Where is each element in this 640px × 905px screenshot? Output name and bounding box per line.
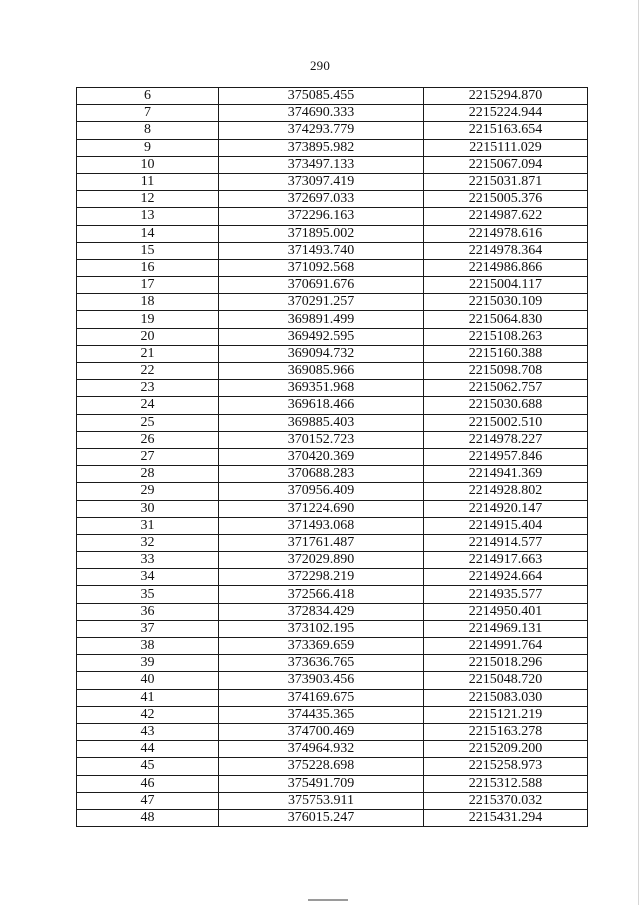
x-coordinate-cell: 371493.068 <box>219 517 424 534</box>
y-coordinate-cell: 2214915.404 <box>424 517 588 534</box>
table-row <box>77 534 588 551</box>
table-row <box>77 466 588 483</box>
table-row <box>77 448 588 465</box>
scan-edge-line <box>638 0 639 905</box>
y-coordinate-cell: 2215004.117 <box>424 277 588 294</box>
table-row <box>77 569 588 586</box>
y-coordinate-cell: 2215067.094 <box>424 156 588 173</box>
x-coordinate-cell: 375753.911 <box>219 792 424 809</box>
x-coordinate-cell: 371493.740 <box>219 242 424 259</box>
point-number-cell: 11 <box>77 173 219 190</box>
point-number-cell: 37 <box>77 620 219 637</box>
point-number-cell: 35 <box>77 586 219 603</box>
point-number-cell: 16 <box>77 259 219 276</box>
point-number-cell: 19 <box>77 311 219 328</box>
x-coordinate-cell: 371895.002 <box>219 225 424 242</box>
point-number-cell: 23 <box>77 380 219 397</box>
table-row <box>77 328 588 345</box>
y-coordinate-cell: 2215064.830 <box>424 311 588 328</box>
point-number-cell: 34 <box>77 569 219 586</box>
table-row <box>77 723 588 740</box>
x-coordinate-cell: 370691.676 <box>219 277 424 294</box>
point-number-cell: 8 <box>77 122 219 139</box>
table-row <box>77 397 588 414</box>
point-number-cell: 32 <box>77 534 219 551</box>
coordinates-table <box>76 87 588 827</box>
x-coordinate-cell: 374964.932 <box>219 741 424 758</box>
point-number-cell: 18 <box>77 294 219 311</box>
y-coordinate-cell: 2214950.401 <box>424 603 588 620</box>
x-coordinate-cell: 372029.890 <box>219 552 424 569</box>
x-coordinate-cell: 374293.779 <box>219 122 424 139</box>
point-number-cell: 48 <box>77 809 219 826</box>
x-coordinate-cell: 370688.283 <box>219 466 424 483</box>
y-coordinate-cell: 2214978.364 <box>424 242 588 259</box>
y-coordinate-cell: 2214991.764 <box>424 638 588 655</box>
table-row <box>77 105 588 122</box>
table-row <box>77 277 588 294</box>
y-coordinate-cell: 2214987.622 <box>424 208 588 225</box>
x-coordinate-cell: 373903.456 <box>219 672 424 689</box>
point-number-cell: 44 <box>77 741 219 758</box>
y-coordinate-cell: 2214914.577 <box>424 534 588 551</box>
y-coordinate-cell: 2215163.654 <box>424 122 588 139</box>
y-coordinate-cell: 2215294.870 <box>424 88 588 105</box>
y-coordinate-cell: 2214986.866 <box>424 259 588 276</box>
y-coordinate-cell: 2214969.131 <box>424 620 588 637</box>
table-row <box>77 122 588 139</box>
table-row <box>77 706 588 723</box>
x-coordinate-cell: 369891.499 <box>219 311 424 328</box>
point-number-cell: 10 <box>77 156 219 173</box>
scan-bottom-mark <box>308 899 348 901</box>
point-number-cell: 26 <box>77 431 219 448</box>
y-coordinate-cell: 2215160.388 <box>424 345 588 362</box>
table-row <box>77 431 588 448</box>
x-coordinate-cell: 373636.765 <box>219 655 424 672</box>
y-coordinate-cell: 2215209.200 <box>424 741 588 758</box>
y-coordinate-cell: 2214917.663 <box>424 552 588 569</box>
x-coordinate-cell: 372834.429 <box>219 603 424 620</box>
point-number-cell: 30 <box>77 500 219 517</box>
x-coordinate-cell: 369618.466 <box>219 397 424 414</box>
table-row <box>77 156 588 173</box>
point-number-cell: 40 <box>77 672 219 689</box>
y-coordinate-cell: 2215018.296 <box>424 655 588 672</box>
table-row <box>77 242 588 259</box>
y-coordinate-cell: 2215224.944 <box>424 105 588 122</box>
point-number-cell: 27 <box>77 448 219 465</box>
point-number-cell: 29 <box>77 483 219 500</box>
coordinates-table-body <box>77 88 588 827</box>
x-coordinate-cell: 372298.219 <box>219 569 424 586</box>
table-row <box>77 517 588 534</box>
y-coordinate-cell: 2215098.708 <box>424 363 588 380</box>
point-number-cell: 24 <box>77 397 219 414</box>
y-coordinate-cell: 2214941.369 <box>424 466 588 483</box>
point-number-cell: 17 <box>77 277 219 294</box>
y-coordinate-cell: 2215048.720 <box>424 672 588 689</box>
y-coordinate-cell: 2215431.294 <box>424 809 588 826</box>
y-coordinate-cell: 2215002.510 <box>424 414 588 431</box>
x-coordinate-cell: 373497.133 <box>219 156 424 173</box>
table-row <box>77 380 588 397</box>
x-coordinate-cell: 370420.369 <box>219 448 424 465</box>
table-row <box>77 173 588 190</box>
table-row <box>77 552 588 569</box>
x-coordinate-cell: 375228.698 <box>219 758 424 775</box>
y-coordinate-cell: 2215312.588 <box>424 775 588 792</box>
table-row <box>77 500 588 517</box>
table-row <box>77 586 588 603</box>
point-number-cell: 28 <box>77 466 219 483</box>
y-coordinate-cell: 2215005.376 <box>424 191 588 208</box>
point-number-cell: 42 <box>77 706 219 723</box>
table-row <box>77 741 588 758</box>
point-number-cell: 21 <box>77 345 219 362</box>
y-coordinate-cell: 2214928.802 <box>424 483 588 500</box>
y-coordinate-cell: 2215258.973 <box>424 758 588 775</box>
point-number-cell: 13 <box>77 208 219 225</box>
x-coordinate-cell: 375085.455 <box>219 88 424 105</box>
table-row <box>77 294 588 311</box>
table-row <box>77 792 588 809</box>
point-number-cell: 46 <box>77 775 219 792</box>
table-row <box>77 88 588 105</box>
x-coordinate-cell: 369492.595 <box>219 328 424 345</box>
table-row <box>77 689 588 706</box>
x-coordinate-cell: 369094.732 <box>219 345 424 362</box>
table-row <box>77 225 588 242</box>
point-number-cell: 25 <box>77 414 219 431</box>
y-coordinate-cell: 2215062.757 <box>424 380 588 397</box>
table-row <box>77 414 588 431</box>
x-coordinate-cell: 370152.723 <box>219 431 424 448</box>
x-coordinate-cell: 370291.257 <box>219 294 424 311</box>
table-row <box>77 775 588 792</box>
x-coordinate-cell: 374169.675 <box>219 689 424 706</box>
table-row <box>77 758 588 775</box>
x-coordinate-cell: 371224.690 <box>219 500 424 517</box>
table-row <box>77 620 588 637</box>
y-coordinate-cell: 2215030.688 <box>424 397 588 414</box>
x-coordinate-cell: 371761.487 <box>219 534 424 551</box>
point-number-cell: 14 <box>77 225 219 242</box>
point-number-cell: 15 <box>77 242 219 259</box>
point-number-cell: 20 <box>77 328 219 345</box>
y-coordinate-cell: 2214978.616 <box>424 225 588 242</box>
x-coordinate-cell: 374700.469 <box>219 723 424 740</box>
y-coordinate-cell: 2215083.030 <box>424 689 588 706</box>
point-number-cell: 33 <box>77 552 219 569</box>
point-number-cell: 47 <box>77 792 219 809</box>
point-number-cell: 39 <box>77 655 219 672</box>
table-row <box>77 191 588 208</box>
x-coordinate-cell: 374690.333 <box>219 105 424 122</box>
x-coordinate-cell: 372697.033 <box>219 191 424 208</box>
y-coordinate-cell: 2214920.147 <box>424 500 588 517</box>
y-coordinate-cell: 2215111.029 <box>424 139 588 156</box>
table-row <box>77 259 588 276</box>
point-number-cell: 41 <box>77 689 219 706</box>
x-coordinate-cell: 373097.419 <box>219 173 424 190</box>
point-number-cell: 38 <box>77 638 219 655</box>
x-coordinate-cell: 370956.409 <box>219 483 424 500</box>
y-coordinate-cell: 2215163.278 <box>424 723 588 740</box>
table-row <box>77 311 588 328</box>
page-number: 290 <box>309 58 331 73</box>
y-coordinate-cell: 2214935.577 <box>424 586 588 603</box>
x-coordinate-cell: 369085.966 <box>219 363 424 380</box>
y-coordinate-cell: 2215121.219 <box>424 706 588 723</box>
table-row <box>77 809 588 826</box>
table-row <box>77 655 588 672</box>
y-coordinate-cell: 2215030.109 <box>424 294 588 311</box>
table-row <box>77 139 588 156</box>
table-row <box>77 208 588 225</box>
y-coordinate-cell: 2215108.263 <box>424 328 588 345</box>
x-coordinate-cell: 375491.709 <box>219 775 424 792</box>
table-row <box>77 603 588 620</box>
point-number-cell: 22 <box>77 363 219 380</box>
point-number-cell: 7 <box>77 105 219 122</box>
point-number-cell: 9 <box>77 139 219 156</box>
x-coordinate-cell: 373369.659 <box>219 638 424 655</box>
y-coordinate-cell: 2214924.664 <box>424 569 588 586</box>
x-coordinate-cell: 372296.163 <box>219 208 424 225</box>
point-number-cell: 36 <box>77 603 219 620</box>
point-number-cell: 31 <box>77 517 219 534</box>
x-coordinate-cell: 369885.403 <box>219 414 424 431</box>
x-coordinate-cell: 374435.365 <box>219 706 424 723</box>
table-row <box>77 638 588 655</box>
point-number-cell: 6 <box>77 88 219 105</box>
x-coordinate-cell: 373102.195 <box>219 620 424 637</box>
y-coordinate-cell: 2215031.871 <box>424 173 588 190</box>
x-coordinate-cell: 371092.568 <box>219 259 424 276</box>
table-row <box>77 483 588 500</box>
point-number-cell: 43 <box>77 723 219 740</box>
table-row <box>77 363 588 380</box>
x-coordinate-cell: 376015.247 <box>219 809 424 826</box>
table-row <box>77 345 588 362</box>
point-number-cell: 12 <box>77 191 219 208</box>
table-row <box>77 672 588 689</box>
y-coordinate-cell: 2215370.032 <box>424 792 588 809</box>
y-coordinate-cell: 2214978.227 <box>424 431 588 448</box>
y-coordinate-cell: 2214957.846 <box>424 448 588 465</box>
x-coordinate-cell: 372566.418 <box>219 586 424 603</box>
x-coordinate-cell: 373895.982 <box>219 139 424 156</box>
x-coordinate-cell: 369351.968 <box>219 380 424 397</box>
point-number-cell: 45 <box>77 758 219 775</box>
